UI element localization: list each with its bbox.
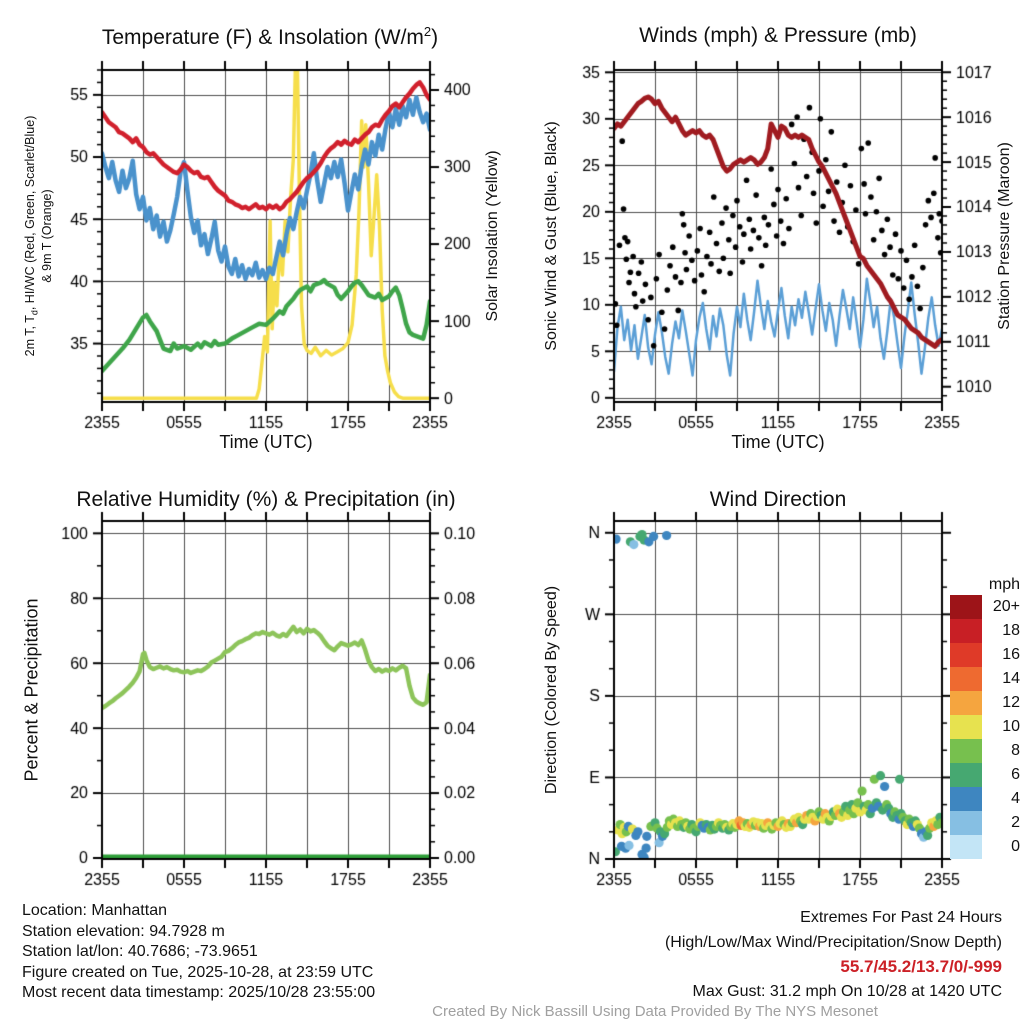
legend-entry <box>950 763 1020 787</box>
legend-entry <box>950 667 1020 691</box>
wind-direction-chart <box>512 470 1024 905</box>
station-elevation: Station elevation: 94.7928 m <box>22 922 225 940</box>
legend-label: 6 <box>1011 766 1020 783</box>
y-axis-label-line1: 2m T, $T_d$, HI/WC (Red, Green, Scarlet/Blue) <box>22 115 40 357</box>
legend-entry <box>950 643 1020 667</box>
legend-label: 10 <box>1002 718 1020 735</box>
legend-color-swatch <box>950 811 982 835</box>
legend-label: 2 <box>1011 814 1020 831</box>
legend-label: 18 <box>1002 622 1020 639</box>
winds-pressure-chart <box>512 0 1024 470</box>
legend-color-swatch <box>950 595 982 619</box>
legend-label: 8 <box>1011 742 1020 759</box>
winds-x-axis-label: Time (UTC) <box>731 432 825 452</box>
credit-line: Created By Nick Bassill Using Data Provided By The NYS Mesonet <box>432 1003 878 1020</box>
station-latlon: Station lat/lon: 40.7686; -73.9651 <box>22 943 258 960</box>
max-gust: Max Gust: 31.2 mph On 10/28 at 1420 UTC <box>692 982 1002 1000</box>
extremes-title: Extremes For Past 24 Hours <box>800 909 1002 926</box>
legend-label: 16 <box>1002 646 1020 663</box>
humidity-precip-chart <box>0 470 512 905</box>
title-text: Temperature (F) & Insolation (W/m <box>101 26 424 49</box>
station-pressure-axis-label: Station Pressure (Maroon) <box>996 142 1013 330</box>
solar-insolation-axis-label: Solar Insolation (Yellow) <box>484 150 501 322</box>
legend-entry <box>950 715 1020 739</box>
extremes-values: 55.7/45.2/13.7/0/-999 <box>840 957 1002 976</box>
legend-color-swatch <box>950 667 982 691</box>
direction-axis-label: Direction (Colored By Speed) <box>543 585 560 795</box>
legend-entry <box>950 595 1020 619</box>
legend-color-swatch <box>950 787 982 811</box>
legend-rows <box>950 595 1020 859</box>
legend-label: 14 <box>1002 670 1020 687</box>
legend-color-swatch <box>950 739 982 763</box>
legend-label: 12 <box>1002 694 1020 711</box>
extremes-subtitle: (High/Low/Max Wind/Precipitation/Snow Depth) <box>664 933 1002 951</box>
data-timestamp: Most recent data timestamp: 2025/10/28 23:55:00 <box>22 984 376 1001</box>
legend-label: 4 <box>1011 790 1020 807</box>
humidity-chart-title: Relative Humidity (%) & Precipitation (in) <box>76 488 456 511</box>
legend-entry <box>950 619 1020 643</box>
legend-entry <box>950 691 1020 715</box>
y-axis-label-line2: & 9m T (Orange) <box>40 189 55 283</box>
legend-color-swatch <box>950 715 982 739</box>
title-superscript: 2 <box>423 24 432 39</box>
temperature-x-axis-label: Time (UTC) <box>219 432 313 452</box>
wind-direction-chart-title: Wind Direction <box>709 488 847 511</box>
temperature-chart-title <box>102 24 438 50</box>
legend-entry <box>950 835 1020 859</box>
legend-entry <box>950 787 1020 811</box>
winds-chart-title: Winds (mph) & Pressure (mb) <box>639 24 917 47</box>
legend-color-swatch <box>950 835 982 859</box>
legend-title: mph <box>988 576 1020 593</box>
wind-speed-legend <box>950 576 1020 859</box>
title-text: ) <box>431 26 439 49</box>
legend-label: 20+ <box>992 598 1020 615</box>
station-info <box>22 901 375 1004</box>
legend-color-swatch <box>950 643 982 667</box>
temperature-y-axis-label <box>23 116 55 357</box>
legend-color-swatch <box>950 763 982 787</box>
extremes-info <box>665 906 1002 1004</box>
figure-created: Figure created on Tue, 2025-10-28, at 23:59 UTC <box>22 963 374 981</box>
legend-color-swatch <box>950 691 982 715</box>
legend-color-swatch <box>950 619 982 643</box>
sonic-wind-axis-label: Sonic Wind & Gust (Blue, Black) <box>543 121 560 351</box>
percent-precip-axis-label: Percent & Precipitation <box>21 598 42 782</box>
legend-entry <box>950 739 1020 763</box>
station-location: Location: Manhattan <box>22 902 167 919</box>
legend-entry <box>950 811 1020 835</box>
legend-label: 0 <box>1011 838 1020 855</box>
temperature-insolation-chart <box>0 0 512 470</box>
